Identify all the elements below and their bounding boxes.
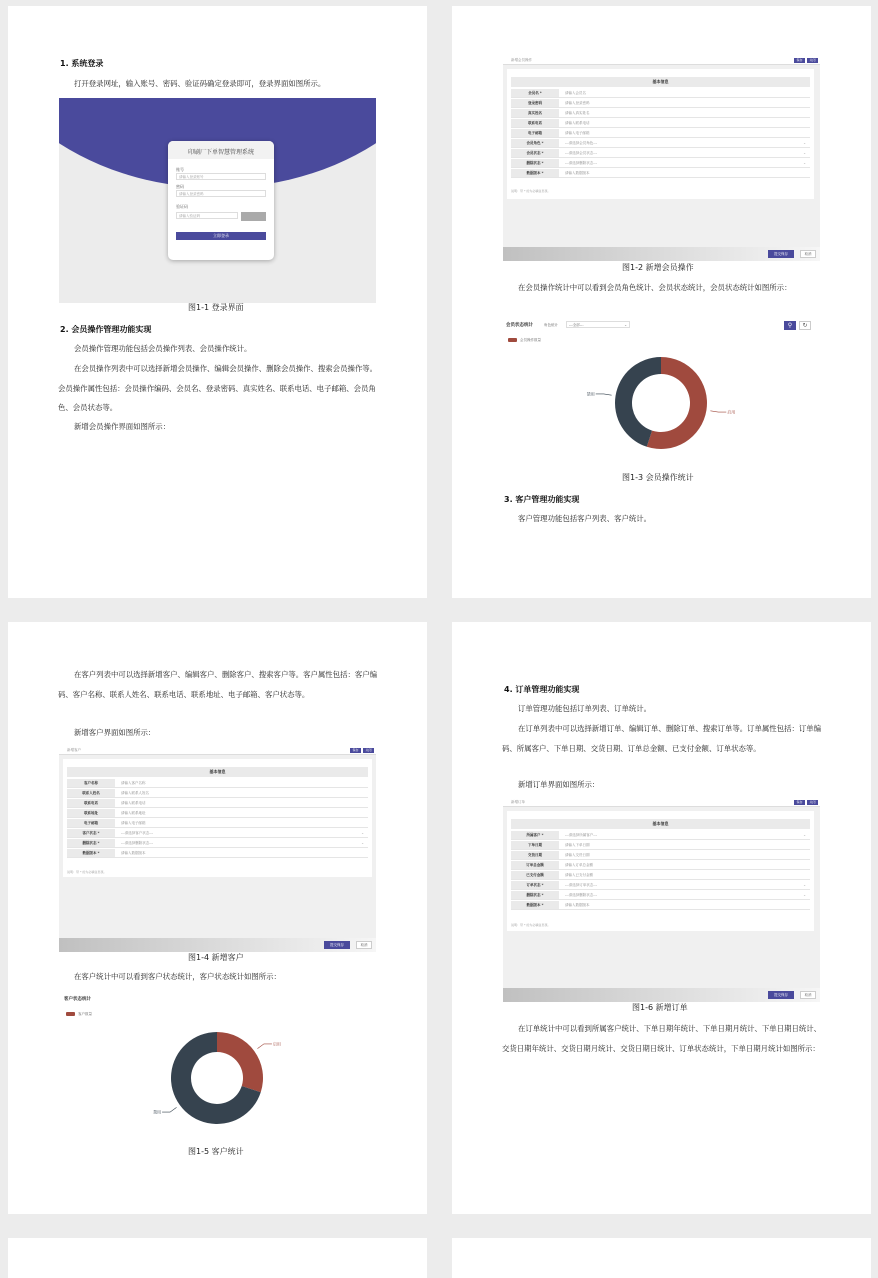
panel-title: 基本信息 (511, 77, 810, 87)
form-row (511, 871, 810, 880)
form-row (511, 159, 810, 168)
form-row (67, 779, 368, 788)
cancel-button[interactable]: 取消 (800, 250, 816, 258)
select-field[interactable]: ---请选择客户状态--- (121, 831, 154, 835)
input-field[interactable]: 请输入交货日期 (565, 853, 590, 857)
label-leader-line (710, 411, 726, 412)
required-note: 说明：带 * 的为必填信息项。 (67, 870, 107, 874)
field-label: 删除状态 * (511, 159, 559, 167)
paragraph: 新增订单界面如图所示： (518, 780, 600, 789)
label-leader-line (162, 1107, 176, 1112)
document-page-2 (452, 6, 871, 598)
paragraph: 在订单列表中可以选择新增订单、编辑订单、删除订单、搜索订单等。订单属性包括：订单编码、所属客户、下单日期、交货日期、订单总金额、已支付金额、订单状态等。 (502, 724, 822, 753)
paragraph: 新增客户界面如图所示： (74, 728, 156, 737)
input-field[interactable]: 请输入数据版本 (121, 851, 146, 855)
paragraph: 在订单统计中可以看到所属客户统计、下单日期年统计、下单日期月统计、下单日期日统计、交货日期年统计、交货日期月统计、交货日期日统计、订单状态统计，下单日期月统计如图所示： (502, 1024, 822, 1053)
slice-label: 禁用 (153, 1109, 162, 1115)
role-filter-select[interactable]: ---全部--- ⌄ (566, 321, 630, 328)
breadcrumb: 新增会员操作 (511, 58, 532, 62)
search-icon[interactable]: ⚲ (784, 321, 796, 330)
chevron-down-icon: ⌄ (803, 141, 806, 145)
field-label: 下单日期 (511, 841, 559, 849)
document-page-3 (8, 622, 427, 1214)
breadcrumb: 新增客户 (67, 748, 81, 752)
field-label: 删除状态 * (67, 839, 115, 847)
form-row (511, 99, 810, 108)
form-panel (507, 811, 814, 931)
paragraph: 在会员操作统计中可以看到会员角色统计、会员状态统计，会员状态统计如图所示： (518, 283, 792, 292)
form-row (511, 881, 810, 890)
section-heading-customer: 3. 客户管理功能实现 (504, 495, 580, 504)
submit-button[interactable]: 提交保存 (768, 991, 794, 999)
chevron-down-icon: ⌄ (803, 151, 806, 155)
select-field[interactable]: ---请选择删除状态--- (565, 893, 598, 897)
chevron-down-icon: ⌄ (803, 893, 806, 897)
input-field[interactable]: 请输入会员名 (565, 91, 586, 95)
save-button[interactable]: 保存 (350, 748, 361, 753)
select-field[interactable]: ---请选择删除状态--- (121, 841, 154, 845)
cancel-button[interactable]: 取消 (356, 941, 372, 949)
add-member-screenshot (503, 56, 820, 261)
label-leader-line (257, 1044, 271, 1049)
password-input[interactable]: 请输入登录密码 (176, 190, 266, 197)
input-field[interactable]: 请输入订单总金额 (565, 863, 593, 867)
document-page-1 (8, 6, 427, 598)
field-label: 删除状态 * (511, 891, 559, 899)
input-field[interactable]: 请输入联系地址 (121, 811, 146, 815)
section-heading-member: 2. 会员操作管理功能实现 (60, 325, 152, 334)
paragraph: 新增会员操作界面如图所示： (74, 422, 171, 431)
password-label: 密码 (176, 184, 184, 189)
paragraph: 会员操作管理功能包括会员操作列表、会员操作统计。 (74, 344, 252, 353)
cancel-button[interactable]: 取消 (800, 991, 816, 999)
figure-caption: 图1-6 新增订单 (632, 1003, 688, 1012)
paragraph: 在客户统计中可以看到客户状态统计，客户状态统计如图所示： (74, 972, 281, 981)
paragraph: 订单管理功能包括订单列表、订单统计。 (518, 704, 652, 713)
legend-label: 会员操作数量 (520, 338, 541, 342)
field-label: 已支付金额 (511, 871, 559, 879)
close-button[interactable]: 关闭 (807, 800, 818, 805)
paragraph: 打开登录网址，输入账号、密码、验证码确定登录即可，登录界面如图所示。 (74, 79, 326, 88)
field-label: 客户状态 * (67, 829, 115, 837)
refresh-icon[interactable]: ↻ (799, 321, 811, 330)
form-row (511, 901, 810, 910)
input-field[interactable]: 请输入下单日期 (565, 843, 590, 847)
input-field[interactable]: 请输入联系人姓名 (121, 791, 149, 795)
field-label: 数据版本 * (511, 901, 559, 909)
form-row (511, 109, 810, 118)
member-status-chart (506, 318, 816, 466)
pie-slice[interactable] (217, 1032, 263, 1092)
paragraph: 在会员操作列表中可以选择新增会员操作、编辑会员操作、删除会员操作、搜索会员操作等。会员操作属性包括：会员操作编码、会员名、登录密码、真实姓名、联系电话、电子邮箱、会员角色、会员状态等。 (58, 364, 378, 412)
form-row (511, 139, 810, 148)
field-label: 数据版本 * (511, 169, 559, 177)
field-label: 订单状态 * (511, 881, 559, 889)
input-field[interactable]: 请输入已支付金额 (565, 873, 593, 877)
field-label: 交货日期 (511, 851, 559, 859)
account-label: 账号 (176, 167, 184, 172)
document-page-4 (452, 622, 871, 1214)
label-leader-line (596, 394, 612, 395)
captcha-label: 验证码 (176, 204, 188, 209)
required-note: 说明：带 * 的为必填信息项。 (511, 189, 551, 193)
input-field[interactable]: 请输入客户名称 (121, 781, 146, 785)
close-button[interactable]: 关闭 (807, 58, 818, 63)
breadcrumb: 新增订单 (511, 800, 525, 804)
close-button[interactable]: 关闭 (363, 748, 374, 753)
donut-chart (62, 1018, 372, 1142)
save-button[interactable]: 保存 (794, 58, 805, 63)
field-label: 会员角色 * (511, 139, 559, 147)
form-row (511, 851, 810, 860)
panel-title: 基本信息 (67, 767, 368, 777)
input-field[interactable]: 请输入数据版本 (565, 903, 590, 907)
legend-swatch (66, 1012, 75, 1016)
chevron-down-icon: ⌄ (624, 323, 627, 327)
legend-label: 客户数量 (78, 1012, 92, 1016)
login-button[interactable]: 立即登录 (176, 232, 266, 240)
input-field[interactable]: 请输入电子邮箱 (121, 821, 146, 825)
chart-title: 会员状态统计 (506, 323, 533, 328)
add-order-screenshot (503, 798, 820, 1002)
donut-chart (506, 338, 816, 466)
field-label: 联系电话 (511, 119, 559, 127)
form-panel (63, 759, 372, 877)
form-row (511, 169, 810, 178)
form-row (511, 149, 810, 158)
required-note: 说明：带 * 的为必填信息项。 (511, 923, 551, 927)
form-panel (507, 69, 814, 199)
figure-caption: 图1-2 新增会员操作 (622, 263, 694, 272)
figure-caption: 图1-3 会员操作统计 (622, 473, 694, 482)
input-field[interactable]: 请输入电子邮箱 (565, 131, 590, 135)
input-field[interactable]: 请输入联系电话 (121, 801, 146, 805)
field-label: 联系电话 (67, 799, 115, 807)
login-title: 印刷厂下单智慧管理系统 (187, 149, 254, 156)
chevron-down-icon: ⌄ (803, 161, 806, 165)
document-page-6 (452, 1238, 871, 1278)
chart-title: 客户状态统计 (64, 997, 91, 1002)
form-row (511, 119, 810, 128)
section-heading-login: 1. 系统登录 (60, 59, 104, 68)
chevron-down-icon: ⌄ (361, 841, 364, 845)
chevron-down-icon: ⌄ (361, 831, 364, 835)
panel-title: 基本信息 (511, 819, 810, 829)
slice-label: 禁用 (586, 391, 595, 397)
figure-caption: 图1-4 新增客户 (188, 953, 244, 962)
field-label: 数据版本 * (67, 849, 115, 857)
field-label: 电子邮箱 (67, 819, 115, 827)
chevron-down-icon: ⌄ (803, 883, 806, 887)
document-page-5 (8, 1238, 427, 1278)
customer-status-chart (62, 992, 372, 1142)
select-field[interactable]: ---请选择订单状态--- (565, 883, 598, 887)
form-row (511, 891, 810, 900)
input-field[interactable]: 请输入真实姓名 (565, 111, 590, 115)
login-card (168, 141, 274, 260)
paragraph: 客户管理功能包括客户列表、客户统计。 (518, 514, 652, 523)
form-row (511, 831, 810, 840)
field-label: 联系地址 (67, 809, 115, 817)
select-field[interactable]: ---请选择会员角色--- (565, 141, 598, 145)
form-row (67, 829, 368, 838)
captcha-image[interactable] (241, 212, 266, 221)
account-input[interactable]: 请输入登录账号 (176, 173, 266, 180)
select-field[interactable]: ---请选择会员状态--- (565, 151, 598, 155)
field-label: 登录密码 (511, 99, 559, 107)
field-label: 联系人姓名 (67, 789, 115, 797)
select-field[interactable]: ---请选择删除状态--- (565, 161, 598, 165)
captcha-input[interactable]: 请输入验证码 (176, 212, 238, 219)
field-label: 电子邮箱 (511, 129, 559, 137)
field-label: 会员名 * (511, 89, 559, 97)
input-field[interactable]: 请输入数据版本 (565, 171, 590, 175)
field-label: 真实姓名 (511, 109, 559, 117)
form-row (67, 819, 368, 828)
field-label: 会员状态 * (511, 149, 559, 157)
figure-caption: 图1-5 客户统计 (188, 1147, 244, 1156)
input-field[interactable]: 请输入联系电话 (565, 121, 590, 125)
select-field[interactable]: ---请选择所属客户--- (565, 833, 598, 837)
form-row (511, 841, 810, 850)
form-row (67, 839, 368, 848)
submit-button[interactable]: 提交保存 (324, 941, 350, 949)
slice-label: 启用 (272, 1041, 281, 1047)
paragraph: 在客户列表中可以选择新增客户、编辑客户、删除客户、搜索客户等。客户属性包括：客户编码、客户名称、联系人姓名、联系电话、联系地址、电子邮箱、客户状态等。 (58, 670, 378, 699)
figure-caption: 图1-1 登录界面 (188, 303, 244, 312)
field-label: 所属客户 * (511, 831, 559, 839)
form-row (67, 849, 368, 858)
login-screenshot (59, 98, 376, 303)
chevron-down-icon: ⌄ (803, 833, 806, 837)
field-label: 订单总金额 (511, 861, 559, 869)
form-row (511, 861, 810, 870)
form-row (67, 799, 368, 808)
form-row (511, 129, 810, 138)
form-row (511, 89, 810, 98)
field-label: 客户名称 (67, 779, 115, 787)
section-heading-order: 4. 订单管理功能实现 (504, 685, 580, 694)
slice-label: 启用 (727, 409, 736, 415)
add-customer-screenshot (59, 746, 376, 952)
input-field[interactable]: 请输入登录密码 (565, 101, 590, 105)
submit-button[interactable]: 提交保存 (768, 250, 794, 258)
form-row (67, 809, 368, 818)
save-button[interactable]: 保存 (794, 800, 805, 805)
filter-label: 角色统计 (544, 323, 558, 327)
form-row (67, 789, 368, 798)
